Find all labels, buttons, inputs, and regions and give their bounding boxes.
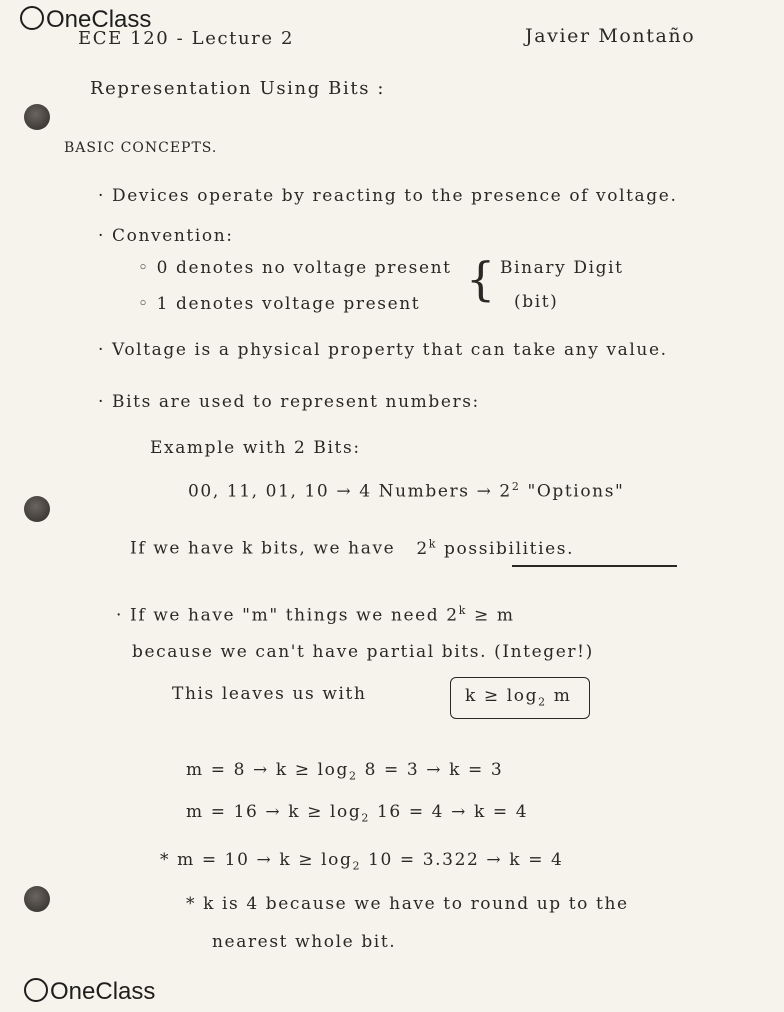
line-one: ◦ 1 denotes voltage present bbox=[138, 294, 421, 314]
boxed-formula-m: m bbox=[546, 686, 572, 706]
line-voltage: · Voltage is a physical property that can take any value. bbox=[98, 340, 668, 360]
line-k-bits bbox=[130, 537, 574, 559]
boxed-formula-lhs: k ≥ log bbox=[465, 686, 539, 706]
example-m16-rhs: 16 = 4 → k = 4 bbox=[369, 802, 529, 822]
example-m10 bbox=[160, 850, 563, 872]
line-leaves: This leaves us with bbox=[172, 684, 367, 704]
example-m8-lhs: m = 8 → k ≥ log bbox=[186, 760, 349, 780]
example-m10-rhs: 10 = 3.322 → k = 4 bbox=[361, 850, 564, 870]
possibilities-exponent: k bbox=[428, 537, 438, 550]
example-m8-base: 2 bbox=[348, 769, 358, 783]
possibilities-underline bbox=[512, 565, 677, 567]
logo-text-bottom: OneClass bbox=[50, 978, 156, 1005]
oneclass-logo-icon bbox=[20, 6, 44, 30]
punch-hole-1 bbox=[24, 104, 50, 130]
example-m16 bbox=[186, 802, 528, 824]
logo-text-top: OneClass bbox=[46, 6, 152, 33]
m-things-text: · If we have "m" things we need 2 bbox=[116, 605, 459, 626]
example-m8-rhs: 8 = 3 → k = 3 bbox=[357, 760, 504, 780]
m-things-exponent: k bbox=[458, 604, 467, 617]
options-text: 00, 11, 01, 10 → 4 Numbers → 2 bbox=[188, 481, 512, 502]
line-zero: ◦ 0 denotes no voltage present bbox=[138, 258, 452, 278]
note-nearest-bit: nearest whole bit. bbox=[212, 932, 397, 952]
options-exponent: 2 bbox=[511, 480, 521, 493]
line-example: Example with 2 Bits: bbox=[150, 438, 361, 458]
brace-mark: { bbox=[466, 252, 496, 306]
example-m16-base: 2 bbox=[361, 811, 370, 825]
subheading: BASIC CONCEPTS. bbox=[64, 140, 218, 156]
punch-hole-3 bbox=[24, 886, 50, 912]
line-options bbox=[188, 480, 624, 502]
boxed-formula bbox=[450, 677, 590, 719]
bit-label: (bit) bbox=[514, 292, 559, 312]
line-m-things bbox=[116, 604, 515, 626]
possibilities-base: 2 bbox=[416, 538, 429, 559]
possibilities-word: possibilities. bbox=[437, 538, 575, 559]
k-bits-text: If we have k bits, we have bbox=[130, 538, 396, 559]
binary-digit-label: Binary Digit bbox=[500, 258, 624, 278]
line-partial-bits: because we can't have partial bits. (Integer!) bbox=[132, 642, 594, 662]
boxed-formula-base: 2 bbox=[538, 695, 547, 709]
author-name: Javier Montaño bbox=[525, 25, 696, 47]
section-title: Representation Using Bits : bbox=[90, 78, 386, 99]
possibilities-phrase bbox=[416, 539, 574, 559]
note-round-up: * k is 4 because we have to round up to the bbox=[186, 894, 629, 914]
line-convention: · Convention: bbox=[98, 226, 234, 246]
line-bits-numbers: · Bits are used to represent numbers: bbox=[98, 392, 480, 412]
line-devices: · Devices operate by reacting to the presence of voltage. bbox=[98, 186, 678, 206]
boxed-formula-text bbox=[465, 686, 571, 708]
course-title: ECE 120 - Lecture 2 bbox=[78, 28, 294, 49]
example-m8 bbox=[186, 760, 503, 782]
example-m16-lhs: m = 16 → k ≥ log bbox=[186, 802, 362, 822]
m-things-relation: ≥ m bbox=[466, 605, 515, 626]
oneclass-logo-icon-bottom bbox=[24, 978, 48, 1002]
example-m10-lhs: * m = 10 → k ≥ log bbox=[160, 850, 353, 870]
oneclass-logo-bottom bbox=[24, 978, 155, 1006]
punch-hole-2 bbox=[24, 496, 50, 522]
example-m10-base: 2 bbox=[352, 859, 362, 873]
options-word: "Options" bbox=[520, 481, 625, 502]
